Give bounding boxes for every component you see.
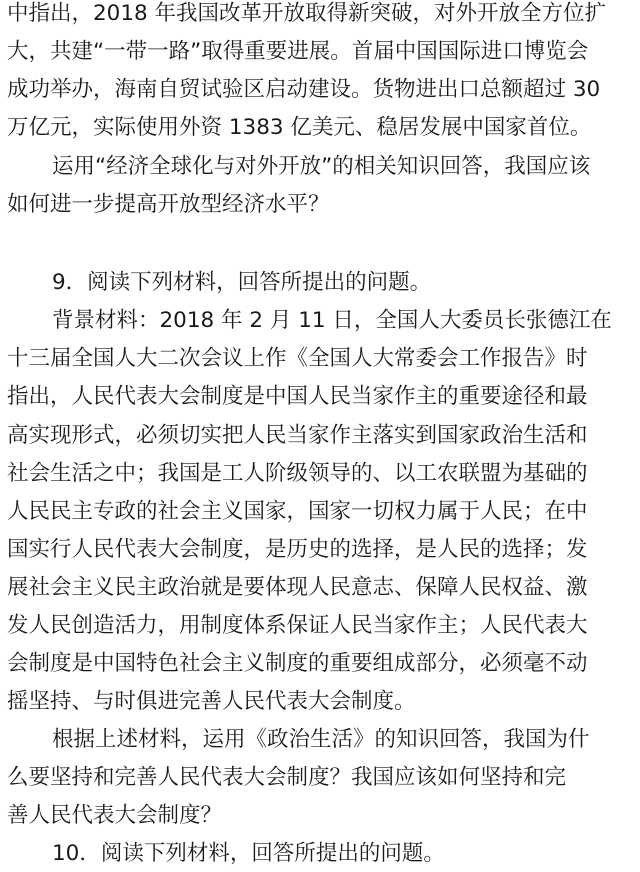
material-line: 摇坚持、与时俱进完善人民代表大会制度。 (7, 689, 416, 714)
material-line: 人民民主专政的社会主义国家，国家一切权力属于人民；在中 (7, 499, 588, 524)
paragraph-line: 万亿元，实际使用外资 1383 亿美元、稳居发展中国家首位。 (7, 115, 592, 140)
paragraph-line: 大，共建“一带一路”取得重要进展。首届中国国际进口博览会 (7, 39, 589, 64)
paragraph-line: 中指出，2018 年我国改革开放取得新突破，对外开放全方位扩 (7, 1, 607, 26)
material-line: 国实行人民代表大会制度，是历史的选择，是人民的选择；发 (7, 537, 588, 562)
question-line: 根据上述材料，运用《政治生活》的知识回答，我国为什 (52, 727, 590, 752)
material-line: 展社会主义民主政治就是要体现人民意志、保障人民权益、激 (7, 575, 588, 600)
question-line: 善人民代表大会制度？ (7, 803, 223, 828)
question-line: 运用“经济全球化与对外开放”的相关知识回答，我国应该 (52, 154, 591, 179)
material-line: 十三届全国人大二次会议上作《全国人大常委会工作报告》时 (7, 346, 588, 371)
material-line: 发人民创造活力，用制度体系保证人民当家作主；人民代表大 (7, 613, 588, 638)
material-line: 背景材料：2018 年 2 月 11 日，全国人大委员长张德江在 (52, 308, 612, 333)
material-line: 会制度是中国特色社会主义制度的重要组成部分，必须毫不动 (7, 651, 588, 676)
material-line: 高实现形式，必须切实把人民当家作主落实到国家政治生活和 (7, 423, 588, 448)
question-line: 么要坚持和完善人民代表大会制度？我国应该如何坚持和完 (7, 765, 567, 790)
material-line: 指出，人民代表大会制度是中国人民当家作主的重要途径和最 (7, 384, 588, 409)
material-line: 社会生活之中；我国是工人阶级领导的、以工农联盟为基础的 (7, 461, 588, 486)
item-10-heading: 10．阅读下列材料，回答所提出的问题。 (52, 841, 445, 866)
paragraph-line: 成功举办，海南自贸试验区启动建设。货物进出口总额超过 30 (7, 77, 601, 102)
question-line: 如何进一步提高开放型经济水平？ (7, 192, 330, 217)
item-9-heading: 9．阅读下列材料，回答所提出的问题。 (52, 270, 432, 295)
